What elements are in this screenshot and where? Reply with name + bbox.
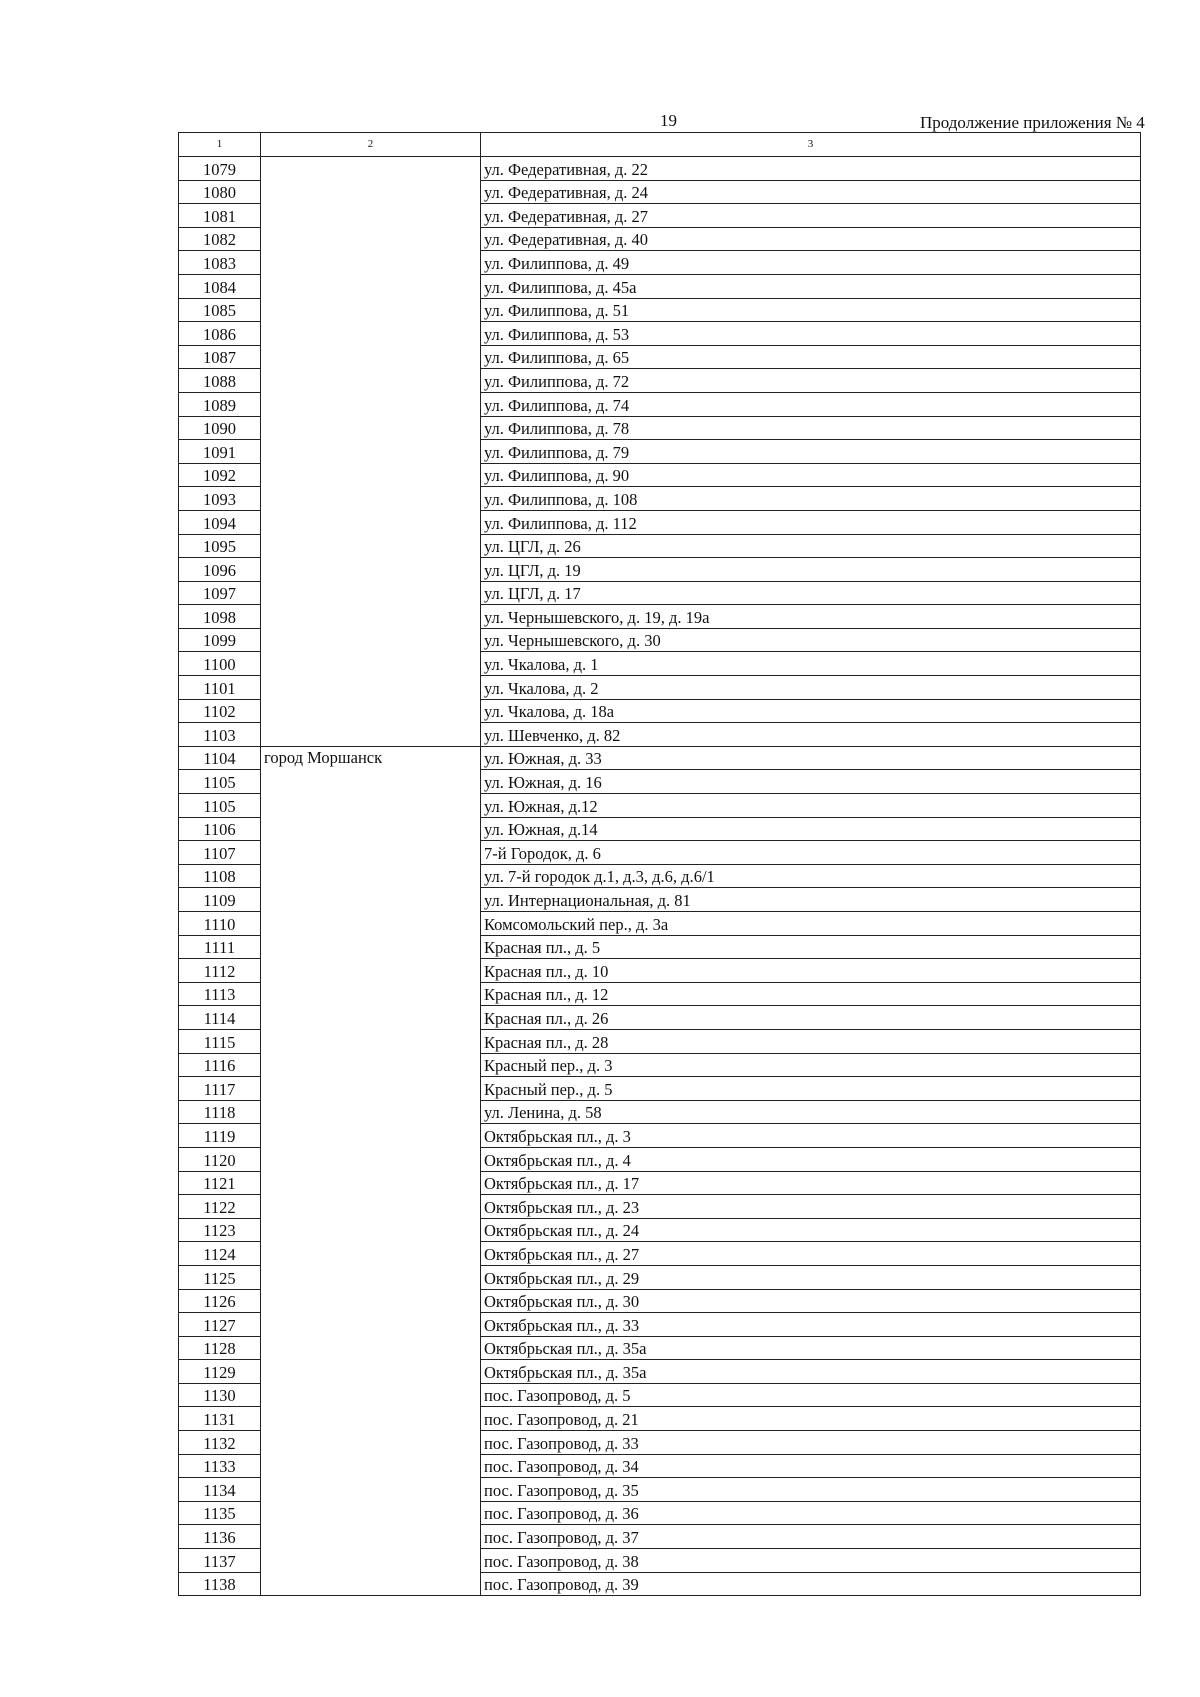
row-number-cell: 1103: [179, 723, 261, 747]
address-cell: ул. Интернациональная, д. 81: [481, 888, 1141, 912]
settlement-cell: [261, 1077, 481, 1101]
row-number-cell: 1105: [179, 770, 261, 794]
address-cell: ул. Чкалова, д. 2: [481, 676, 1141, 700]
table-row: [179, 1195, 1141, 1219]
row-number-cell: 1133: [179, 1454, 261, 1478]
settlement-cell: [261, 676, 481, 700]
address-cell: Красная пл., д. 12: [481, 982, 1141, 1006]
table-row: [179, 558, 1141, 582]
table-row: [179, 581, 1141, 605]
settlement-cell: [261, 888, 481, 912]
table-row: [179, 274, 1141, 298]
table-row: [179, 1549, 1141, 1573]
table-row: [179, 1006, 1141, 1030]
settlement-cell: [261, 558, 481, 582]
address-cell: Октябрьская пл., д. 35а: [481, 1336, 1141, 1360]
settlement-cell: [261, 1383, 481, 1407]
row-number-cell: 1120: [179, 1147, 261, 1171]
row-number-cell: 1108: [179, 864, 261, 888]
table-row: [179, 392, 1141, 416]
settlement-cell: [261, 1501, 481, 1525]
address-cell: пос. Газопровод, д. 35: [481, 1478, 1141, 1502]
address-cell: пос. Газопровод, д. 39: [481, 1572, 1141, 1596]
row-number-cell: 1086: [179, 322, 261, 346]
address-cell: ул. Федеративная, д. 27: [481, 204, 1141, 228]
settlement-cell: [261, 298, 481, 322]
column-header: 3: [481, 133, 1141, 157]
address-cell: ул. Шевченко, д. 82: [481, 723, 1141, 747]
settlement-cell: [261, 723, 481, 747]
row-number-cell: 1117: [179, 1077, 261, 1101]
table-row: [179, 204, 1141, 228]
settlement-cell: [261, 1478, 481, 1502]
address-cell: пос. Газопровод, д. 37: [481, 1525, 1141, 1549]
table-row: [179, 1383, 1141, 1407]
settlement-cell: [261, 770, 481, 794]
address-cell: ул. Чкалова, д. 18а: [481, 699, 1141, 723]
table-row: [179, 605, 1141, 629]
table-row: [179, 1029, 1141, 1053]
address-cell: ул. Филиппова, д. 53: [481, 322, 1141, 346]
table-row: [179, 1100, 1141, 1124]
row-number-cell: 1121: [179, 1171, 261, 1195]
row-number-cell: 1130: [179, 1383, 261, 1407]
table-row: [179, 1077, 1141, 1101]
settlement-cell: [261, 1218, 481, 1242]
settlement-cell: [261, 227, 481, 251]
row-number-cell: 1092: [179, 463, 261, 487]
table-row: [179, 1525, 1141, 1549]
table-row: [179, 1313, 1141, 1337]
address-cell: ул. Федеративная, д. 22: [481, 157, 1141, 181]
table-row: [179, 345, 1141, 369]
settlement-cell: [261, 1572, 481, 1596]
table-row: [179, 959, 1141, 983]
settlement-cell: [261, 581, 481, 605]
row-number-cell: 1114: [179, 1006, 261, 1030]
settlement-cell: [261, 510, 481, 534]
address-cell: Красная пл., д. 10: [481, 959, 1141, 983]
settlement-cell: [261, 912, 481, 936]
table-row: [179, 628, 1141, 652]
address-cell: ул. Филиппова, д. 65: [481, 345, 1141, 369]
address-cell: ул. Южная, д.12: [481, 794, 1141, 818]
row-number-cell: 1126: [179, 1289, 261, 1313]
table-row: [179, 1336, 1141, 1360]
table-row: [179, 298, 1141, 322]
settlement-cell: [261, 841, 481, 865]
row-number-cell: 1135: [179, 1501, 261, 1525]
address-cell: ул. Филиппова, д. 90: [481, 463, 1141, 487]
settlement-cell: [261, 1029, 481, 1053]
settlement-cell: [261, 487, 481, 511]
table-body: [179, 157, 1141, 1596]
settlement-cell: [261, 1053, 481, 1077]
settlement-cell: [261, 345, 481, 369]
settlement-cell: [261, 1336, 481, 1360]
address-cell: ул. 7-й городок д.1, д.3, д.6, д.6/1: [481, 864, 1141, 888]
settlement-cell: [261, 1006, 481, 1030]
settlement-cell: [261, 605, 481, 629]
row-number-cell: 1095: [179, 534, 261, 558]
address-cell: пос. Газопровод, д. 21: [481, 1407, 1141, 1431]
address-cell: пос. Газопровод, д. 34: [481, 1454, 1141, 1478]
table-row: [179, 1407, 1141, 1431]
row-number-cell: 1129: [179, 1360, 261, 1384]
table-row: [179, 888, 1141, 912]
row-number-cell: 1105: [179, 794, 261, 818]
row-number-cell: 1106: [179, 817, 261, 841]
table-row: [179, 699, 1141, 723]
address-cell: ул. Филиппова, д. 72: [481, 369, 1141, 393]
row-number-cell: 1137: [179, 1549, 261, 1573]
row-number-cell: 1099: [179, 628, 261, 652]
row-number-cell: 1131: [179, 1407, 261, 1431]
address-cell: Красная пл., д. 28: [481, 1029, 1141, 1053]
settlement-cell: [261, 1147, 481, 1171]
table-row: [179, 794, 1141, 818]
settlement-cell: [261, 1431, 481, 1455]
settlement-cell: [261, 1407, 481, 1431]
settlement-cell: [261, 180, 481, 204]
settlement-cell: [261, 959, 481, 983]
address-cell: Октябрьская пл., д. 3: [481, 1124, 1141, 1148]
row-number-cell: 1096: [179, 558, 261, 582]
table-row: [179, 1218, 1141, 1242]
table-row: [179, 1289, 1141, 1313]
row-number-cell: 1125: [179, 1265, 261, 1289]
row-number-cell: 1115: [179, 1029, 261, 1053]
row-number-cell: 1102: [179, 699, 261, 723]
row-number-cell: 1098: [179, 605, 261, 629]
table-row: [179, 463, 1141, 487]
row-number-cell: 1127: [179, 1313, 261, 1337]
column-header: 1: [179, 133, 261, 157]
row-number-cell: 1123: [179, 1218, 261, 1242]
row-number-cell: 1134: [179, 1478, 261, 1502]
table-row: [179, 416, 1141, 440]
address-cell: Октябрьская пл., д. 29: [481, 1265, 1141, 1289]
row-number-cell: 1110: [179, 912, 261, 936]
address-cell: пос. Газопровод, д. 5: [481, 1383, 1141, 1407]
address-table: [178, 132, 1141, 1596]
address-cell: пос. Газопровод, д. 38: [481, 1549, 1141, 1573]
row-number-cell: 1079: [179, 157, 261, 181]
settlement-cell: [261, 440, 481, 464]
settlement-cell: [261, 416, 481, 440]
settlement-cell: [261, 628, 481, 652]
table-row: [179, 1431, 1141, 1455]
address-cell: Красный пер., д. 5: [481, 1077, 1141, 1101]
row-number-cell: 1132: [179, 1431, 261, 1455]
table-row: [179, 817, 1141, 841]
address-cell: ул. Филиппова, д. 112: [481, 510, 1141, 534]
settlement-cell: [261, 157, 481, 181]
table-row: [179, 1360, 1141, 1384]
table-row: [179, 440, 1141, 464]
row-number-cell: 1101: [179, 676, 261, 700]
table-row: [179, 982, 1141, 1006]
row-number-cell: 1088: [179, 369, 261, 393]
row-number-cell: 1138: [179, 1572, 261, 1596]
address-cell: ул. Южная, д. 33: [481, 746, 1141, 770]
row-number-cell: 1081: [179, 204, 261, 228]
address-cell: ул. Чкалова, д. 1: [481, 652, 1141, 676]
table-row: [179, 1124, 1141, 1148]
settlement-cell: [261, 652, 481, 676]
settlement-cell: [261, 817, 481, 841]
row-number-cell: 1109: [179, 888, 261, 912]
address-cell: ул. ЦГЛ, д. 17: [481, 581, 1141, 605]
row-number-cell: 1090: [179, 416, 261, 440]
row-number-cell: 1112: [179, 959, 261, 983]
settlement-cell: [261, 534, 481, 558]
address-cell: 7-й Городок, д. 6: [481, 841, 1141, 865]
row-number-cell: 1122: [179, 1195, 261, 1219]
settlement-cell: [261, 1195, 481, 1219]
settlement-cell: [261, 935, 481, 959]
address-cell: пос. Газопровод, д. 36: [481, 1501, 1141, 1525]
settlement-cell: [261, 1242, 481, 1266]
address-cell: ул. Филиппова, д. 49: [481, 251, 1141, 275]
row-number-cell: 1085: [179, 298, 261, 322]
settlement-cell: [261, 1171, 481, 1195]
table-row: [179, 180, 1141, 204]
table-row: [179, 487, 1141, 511]
address-cell: Октябрьская пл., д. 24: [481, 1218, 1141, 1242]
row-number-cell: 1097: [179, 581, 261, 605]
settlement-cell: [261, 274, 481, 298]
table-row: [179, 322, 1141, 346]
address-cell: Октябрьская пл., д. 27: [481, 1242, 1141, 1266]
row-number-cell: 1080: [179, 180, 261, 204]
settlement-cell: [261, 982, 481, 1006]
address-cell: ул. Филиппова, д. 79: [481, 440, 1141, 464]
table-row: [179, 746, 1141, 770]
address-cell: Октябрьская пл., д. 23: [481, 1195, 1141, 1219]
row-number-cell: 1111: [179, 935, 261, 959]
table-row: [179, 1265, 1141, 1289]
address-cell: ул. Южная, д.14: [481, 817, 1141, 841]
settlement-cell: [261, 392, 481, 416]
address-cell: ул. ЦГЛ, д. 26: [481, 534, 1141, 558]
row-number-cell: 1093: [179, 487, 261, 511]
row-number-cell: 1083: [179, 251, 261, 275]
address-cell: ул. Филиппова, д. 78: [481, 416, 1141, 440]
table-row: [179, 369, 1141, 393]
row-number-cell: 1116: [179, 1053, 261, 1077]
table-row: [179, 157, 1141, 181]
table-row: [179, 1478, 1141, 1502]
settlement-cell: [261, 1549, 481, 1573]
address-cell: ул. Федеративная, д. 24: [481, 180, 1141, 204]
table-row: [179, 1053, 1141, 1077]
continuation-label: Продолжение приложения № 4: [920, 113, 1145, 132]
settlement-cell: [261, 699, 481, 723]
table-row: [179, 912, 1141, 936]
row-number-cell: 1089: [179, 392, 261, 416]
table-row: [179, 1572, 1141, 1596]
row-number-cell: 1087: [179, 345, 261, 369]
address-cell: ул. Филиппова, д. 108: [481, 487, 1141, 511]
row-number-cell: 1094: [179, 510, 261, 534]
address-cell: ул. Филиппова, д. 51: [481, 298, 1141, 322]
settlement-cell: [261, 204, 481, 228]
settlement-cell: [261, 1265, 481, 1289]
row-number-cell: 1091: [179, 440, 261, 464]
row-number-cell: 1124: [179, 1242, 261, 1266]
address-cell: ул. Филиппова, д. 74: [481, 392, 1141, 416]
table-row: [179, 534, 1141, 558]
row-number-cell: 1136: [179, 1525, 261, 1549]
table-row: [179, 227, 1141, 251]
address-cell: Красная пл., д. 5: [481, 935, 1141, 959]
table-row: [179, 1501, 1141, 1525]
address-cell: ул. Южная, д. 16: [481, 770, 1141, 794]
page-number: 19: [660, 111, 677, 130]
table-row: [179, 1171, 1141, 1195]
table-row: [179, 770, 1141, 794]
address-cell: Октябрьская пл., д. 33: [481, 1313, 1141, 1337]
table-row: [179, 841, 1141, 865]
table-row: [179, 864, 1141, 888]
settlement-cell: [261, 1289, 481, 1313]
settlement-cell: [261, 1124, 481, 1148]
table-row: [179, 1147, 1141, 1171]
address-cell: Красная пл., д. 26: [481, 1006, 1141, 1030]
settlement-cell: [261, 1100, 481, 1124]
row-number-cell: 1104: [179, 746, 261, 770]
settlement-cell: [261, 1313, 481, 1337]
table-row: [179, 251, 1141, 275]
settlement-cell: [261, 1454, 481, 1478]
table-row: [179, 510, 1141, 534]
address-cell: ул. ЦГЛ, д. 19: [481, 558, 1141, 582]
row-number-cell: 1084: [179, 274, 261, 298]
settlement-cell: город Моршанск: [261, 746, 481, 770]
address-cell: Октябрьская пл., д. 4: [481, 1147, 1141, 1171]
row-number-cell: 1118: [179, 1100, 261, 1124]
settlement-cell: [261, 1525, 481, 1549]
address-cell: ул. Ленина, д. 58: [481, 1100, 1141, 1124]
settlement-cell: [261, 864, 481, 888]
table-row: [179, 1454, 1141, 1478]
table-row: [179, 1242, 1141, 1266]
address-cell: Октябрьская пл., д. 30: [481, 1289, 1141, 1313]
settlement-cell: [261, 322, 481, 346]
table-row: [179, 676, 1141, 700]
row-number-cell: 1113: [179, 982, 261, 1006]
settlement-cell: [261, 463, 481, 487]
address-cell: Октябрьская пл., д. 17: [481, 1171, 1141, 1195]
row-number-cell: 1100: [179, 652, 261, 676]
settlement-cell: [261, 794, 481, 818]
row-number-cell: 1128: [179, 1336, 261, 1360]
address-cell: пос. Газопровод, д. 33: [481, 1431, 1141, 1455]
address-cell: Красный пер., д. 3: [481, 1053, 1141, 1077]
settlement-cell: [261, 369, 481, 393]
table-row: [179, 652, 1141, 676]
address-cell: ул. Чернышевского, д. 19, д. 19а: [481, 605, 1141, 629]
settlement-cell: [261, 251, 481, 275]
settlement-cell: [261, 1360, 481, 1384]
row-number-cell: 1107: [179, 841, 261, 865]
row-number-cell: 1119: [179, 1124, 261, 1148]
column-header: 2: [261, 133, 481, 157]
address-cell: Комсомольский пер., д. 3а: [481, 912, 1141, 936]
address-cell: ул. Филиппова, д. 45а: [481, 274, 1141, 298]
address-cell: Октябрьская пл., д. 35а: [481, 1360, 1141, 1384]
table-row: [179, 723, 1141, 747]
address-cell: ул. Чернышевского, д. 30: [481, 628, 1141, 652]
row-number-cell: 1082: [179, 227, 261, 251]
address-cell: ул. Федеративная, д. 40: [481, 227, 1141, 251]
table-row: [179, 935, 1141, 959]
table-header-row: [179, 133, 1141, 157]
